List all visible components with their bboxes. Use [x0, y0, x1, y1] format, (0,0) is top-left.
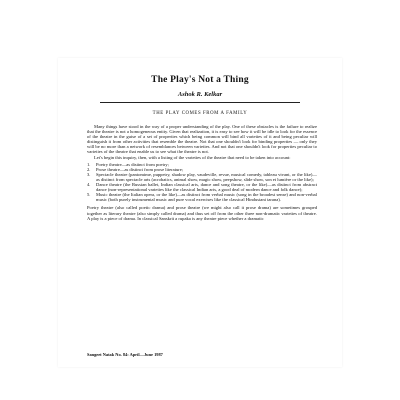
list-text: Prose theatre—as distinct from prose literature; [96, 166, 184, 172]
list-text: Dance theatre (the Russian ballet, Indian classical arts, dance and song theatre, or the like)—as distinct from abstract dance (non-representational varieties like the classical Indian arts, a good deal of modern dance and folk dance); [96, 182, 317, 193]
document-page [60, 60, 340, 365]
list-number: 5. [87, 192, 91, 198]
body-paragraph: Poetry theatre (also called poetic drama) and prose theatre (we might also call it prose drama) are sometimes grouped together as literary theatre (also simply called drama) and thus set off from the other three non-dramatic varieties of theatre. A play is a piece of drama. In classical Sanskrit a rupaka is any theatre piece whether a dramatic [87, 205, 317, 221]
list-text: Spectacle theatre (pantomime, puppetry, shadow play, vaudeville, revue, musical comedy, tableau vivant, or the like)—as distinct from spectacle arts (acrobatics, animal show, magic show, peepshow, slide show, son et lumière or the like); [96, 171, 317, 182]
title-divider [100, 102, 300, 103]
varieties-list [87, 162, 317, 203]
article-author: Ashok R. Kelkar [177, 91, 223, 98]
article-body [87, 124, 317, 221]
list-number: 4. [87, 182, 91, 188]
list-item [87, 172, 317, 182]
list-text: Music theatre (the Italian opera, or the like)—as distinct from verbal music (song in the broadest sense) and non-verbal music (both purely instrumental music and pure vocal exercises like the classical Hindustani tarana). [96, 192, 317, 203]
list-text: Poetry theatre—as distinct from poetry; [96, 161, 169, 167]
page-footer: Sangeet Natak No. 84: April—June 1987 [87, 352, 163, 357]
list-number: 3. [87, 171, 91, 177]
list-item [87, 192, 317, 202]
list-number: 1. [87, 161, 91, 167]
article-title: The Play's Not a Thing [151, 75, 249, 85]
section-heading: THE PLAY COMES FROM A FAMILY [152, 111, 248, 116]
list-item [87, 182, 317, 192]
list-number: 2. [87, 166, 91, 172]
body-paragraph: Many things have stood in the way of a proper understanding of the play. One of these obstacles is the failure to realize that the theatre is not a homogeneous entity. Given that realization, it is easy to see how it will be idle to look for the essence of the theatre in the guise of a set of properties which being common will bind all varieties of it and being peculiar will distinguish it from other activities that resemble the theatre. Not that one shouldn't look for binding properties — only they will be no more than a network of resemblances between varieties. And not that one shouldn't look for properties peculiar to varieties of the theatre that enable us to see what the theatre is not. [87, 124, 317, 155]
body-paragraph: Let's begin this inquiry, then, with a listing of the varieties of the theatre that need to be taken into account: [94, 154, 291, 160]
